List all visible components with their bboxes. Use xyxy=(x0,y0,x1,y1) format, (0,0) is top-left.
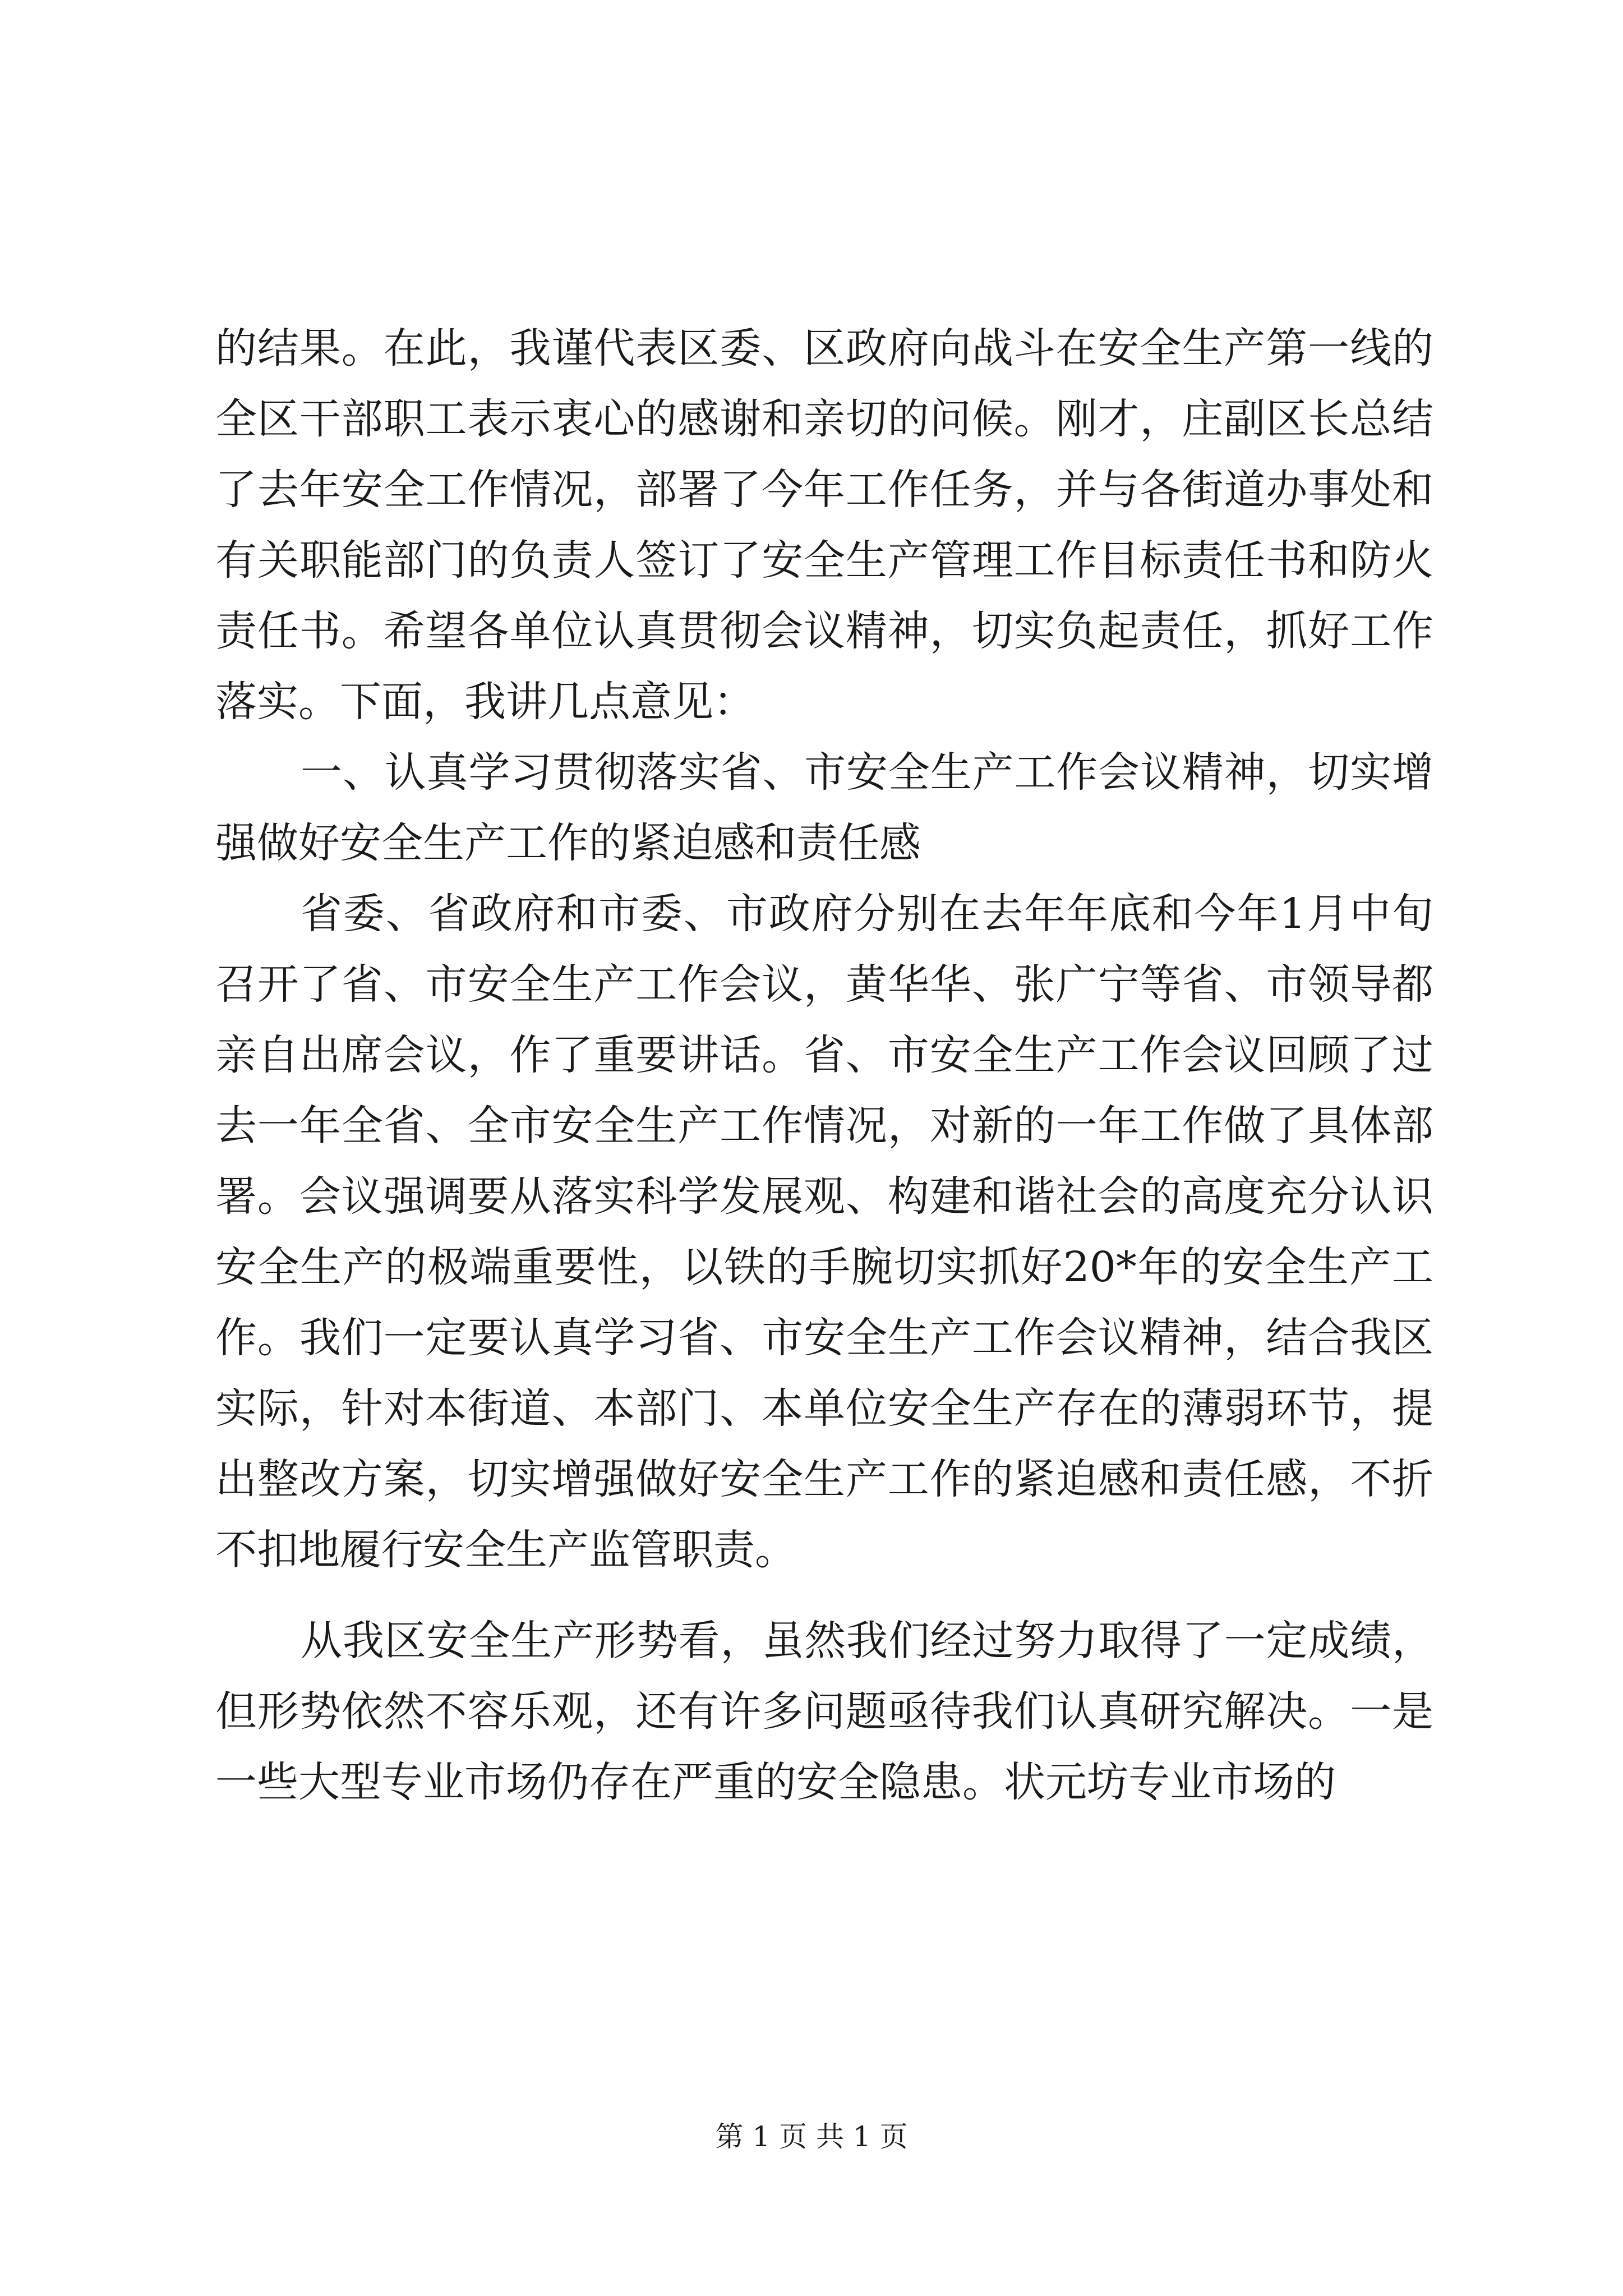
page-footer: 第 1 页 共 1 页 xyxy=(715,2120,908,2153)
paragraph-continuation: 的结果。在此，我谨代表区委、区政府向战斗在安全生产第一线的全区干部职工表示衷心的感谢和亲切的问候。刚才，庄副区长总结了去年安全工作情况，部署了今年工作任务，并与各街道办事处和有关职能部门的负责人签订了安全生产管理工作目标责任书和防火责任书。希望各单位认真贯彻会议精神，切实负起责任，抓好工作落实。下面，我讲几点意见： xyxy=(215,324,1433,726)
paragraph: 从我区安全生产形势看，虽然我们经过努力取得了一定成绩，但形势依然不容乐观，还有许多问题亟待我们认真研究解决。一是一些大型专业市场仍存在严重的安全隐患。状元坊专业市场的 xyxy=(215,1617,1433,1806)
section-heading: 一、认真学习贯彻落实省、市安全生产工作会议精神，切实增强做好安全生产工作的紧迫感和责任感 xyxy=(215,748,1433,867)
paragraph: 省委、省政府和市委、市政府分别在去年年底和今年1月中旬召开了省、市安全生产工作会议，黄华华、张广宁等省、市领导都亲自出席会议，作了重要讲话。省、市安全生产工作会议回顾了过去一年全省、全市安全生产工作情况，对新的一年工作做了具体部署。会议强调要从落实科学发展观、构建和谐社会的高度充分认识安全生产的极端重要性，以铁的手腕切实抓好20*年的安全生产工作。我们一定要认真学习省、市安全生产工作会议精神，结合我区实际，针对本街道、本部门、本单位安全生产存在的薄弱环节，提出整改方案，切实增强做好安全生产工作的紧迫感和责任感，不折不扣地履行安全生产监管职责。 xyxy=(215,890,1433,1574)
body-text xyxy=(215,313,1433,1818)
